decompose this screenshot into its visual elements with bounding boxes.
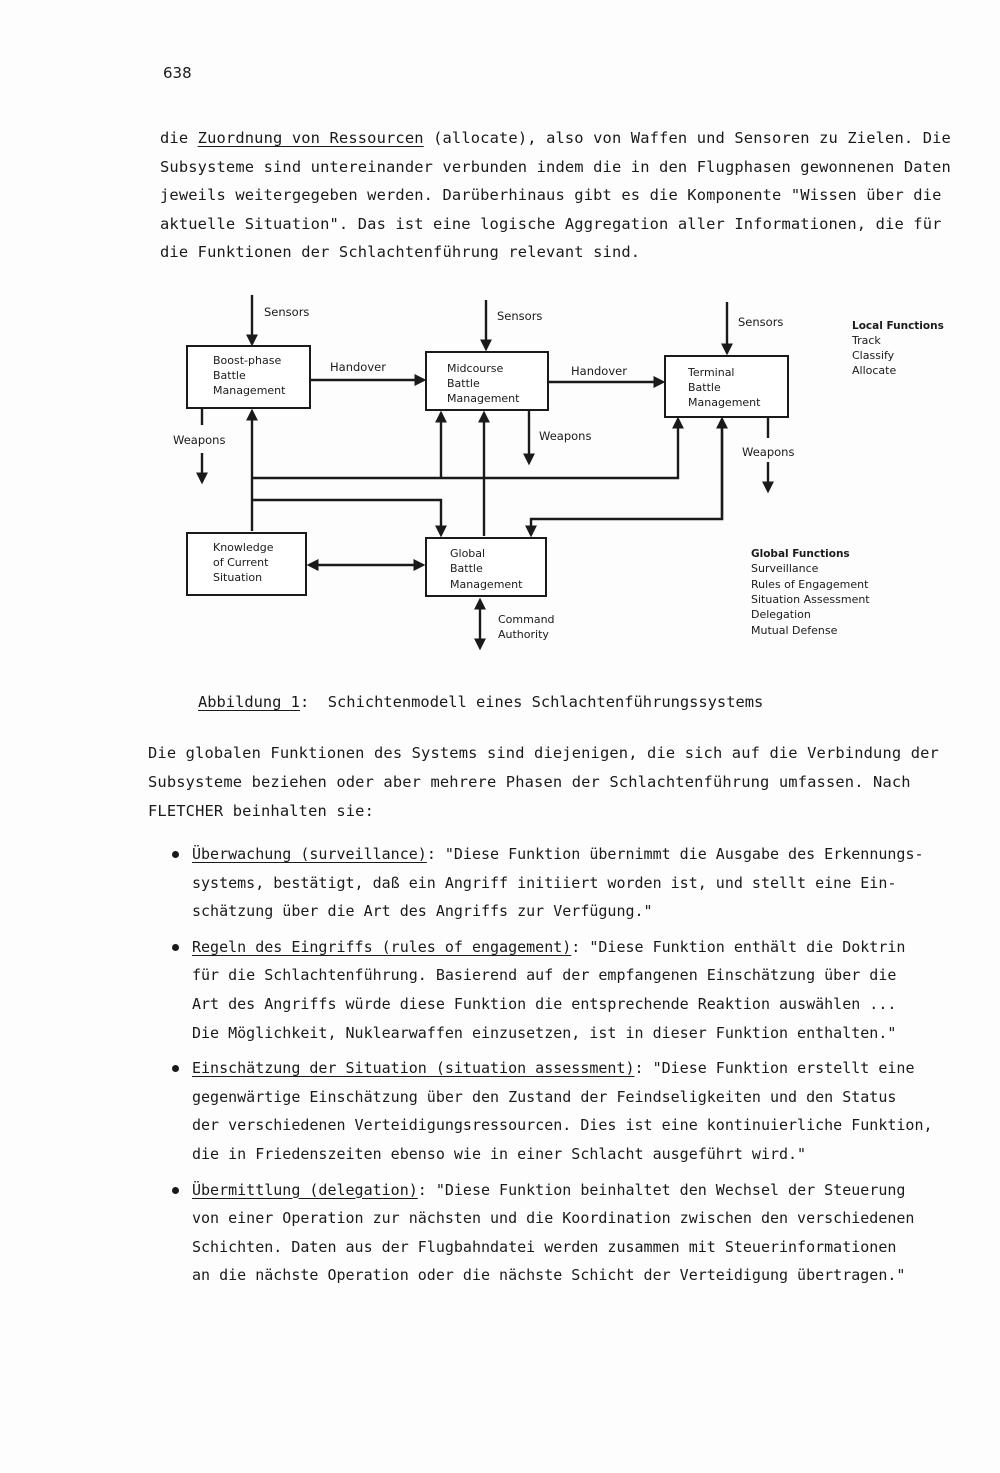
command-authority-label: Authority	[498, 628, 549, 641]
box-label: Situation	[213, 571, 263, 584]
global-function-item: Delegation	[751, 608, 811, 621]
box-label: Management	[688, 396, 761, 409]
local-functions-title: Local Functions	[852, 320, 944, 332]
box-label: Battle	[447, 377, 480, 390]
box-label: Battle	[450, 562, 483, 575]
box-label: Midcourse	[447, 362, 504, 375]
connector	[252, 500, 441, 535]
text-line: Subsysteme beziehen oder aber mehrere Phasen der Schlachtenführung umfassen. Nach	[148, 773, 911, 791]
box-label: Management	[213, 384, 286, 397]
bullet-item: Überwachung (surveillance): "Diese Funktion übernimmt die Ausgabe des Erkennungs- systems, bestätigt, daß ein Angriff initiiert worden ist, und stellt eine Ein- schätzung über die Art des Angriffs zur Verfügung."	[168, 840, 968, 926]
caption-text: Schichtenmodell eines Schlachtenführungssystems	[327, 693, 764, 711]
caption-label: Abbildung 1	[198, 693, 300, 711]
bullet-dot	[172, 944, 179, 951]
box-label: Terminal	[688, 366, 735, 379]
page-number: 638	[163, 64, 192, 82]
handover-label: Handover	[330, 360, 386, 374]
box-label: Knowledge	[213, 541, 274, 554]
bullet-item: Übermittlung (delegation): "Diese Funktion beinhaltet den Wechsel der Steuerung von einer Operation zur nächsten und die Koordination zwischen den verschiedenen Schichten. Daten aus der Flugbahndatei werden zusammen mit Steuerinformationen an die nächste Operation oder die nächste Schicht der Verteidigung übertragen."	[168, 1176, 968, 1290]
weapons-label: Weapons	[173, 433, 226, 447]
box-label: Battle	[688, 381, 721, 394]
weapons-label: Weapons	[742, 445, 795, 459]
text-line: die Funktionen der Schlachtenführung relevant sind.	[160, 243, 641, 261]
bullet-item: Einschätzung der Situation (situation assessment): "Diese Funktion erstellt eine gegenwärtige Einschätzung über den Zustand der Feindseligkeiten und den Status der verschiedenen Verteidigungsressourcen. Dies ist eine kontinuierliche Funktion, die in Friedenszeiten ebenso wie in einer Schlacht ausgeführt wird."	[168, 1054, 968, 1168]
text-line: FLETCHER beinhalten sie:	[148, 802, 374, 820]
global-function-item: Mutual Defense	[751, 624, 838, 637]
connector	[252, 419, 678, 478]
box-label: of Current	[213, 556, 269, 569]
body-paragraph	[148, 739, 939, 826]
global-function-item: Rules of Engagement	[751, 578, 869, 591]
text-line: aktuelle Situation". Das ist eine logische Aggregation aller Informationen, die für	[160, 214, 942, 233]
battle-management-diagram	[0, 0, 1000, 680]
box-label: Battle	[213, 369, 246, 382]
box-label: Boost-phase	[213, 354, 282, 367]
weapons-label: Weapons	[539, 429, 592, 443]
global-function-item: Surveillance	[751, 562, 819, 575]
bullet-dot	[172, 1187, 179, 1194]
text-line: Die globalen Funktionen des Systems sind diejenigen, die sich auf die Verbindung der	[148, 744, 939, 762]
global-function-item: Situation Assessment	[751, 593, 870, 606]
sensors-label: Sensors	[738, 315, 784, 329]
text-line: Subsysteme sind untereinander verbunden indem die in den Flugphasen gewonnenen Daten	[160, 157, 951, 176]
figure-caption: Abbildung 1: Schichtenmodell eines Schlachtenführungssystems	[198, 693, 764, 711]
local-function-item: Track	[852, 334, 881, 347]
bullet-dot	[172, 1065, 179, 1072]
global-functions-title: Global Functions	[751, 548, 850, 560]
local-function-item: Classify	[852, 349, 895, 362]
sensors-label: Sensors	[264, 305, 310, 319]
bullet-list	[168, 840, 968, 1297]
local-function-item: Allocate	[852, 364, 897, 377]
handover-label: Handover	[571, 364, 627, 378]
text-line: jeweils weitergegeben werden. Darüberhinaus gibt es die Komponente "Wissen über die	[160, 186, 942, 204]
box-label: Global	[450, 547, 486, 560]
bullet-item: Regeln des Eingriffs (rules of engagement): "Diese Funktion enthält die Doktrin für die Schlachtenführung. Basierend auf der empfangenen Einschätzung über die Art des Angriffs würde diese Funktion die entsprechende Reaktion auswählen ... Die Möglichkeit, Nuklearwaffen einzusetzen, ist in dieser Funktion enthalten."	[168, 933, 968, 1047]
bullet-dot	[172, 851, 179, 858]
box-label: Management	[450, 578, 523, 591]
box-label: Management	[447, 392, 520, 405]
sensors-label: Sensors	[497, 309, 543, 323]
command-authority-label: Command	[498, 613, 555, 626]
text-line: die Zuordnung von Ressourcen (allocate), also von Waffen und Sensoren zu Zielen. Die	[160, 129, 951, 147]
